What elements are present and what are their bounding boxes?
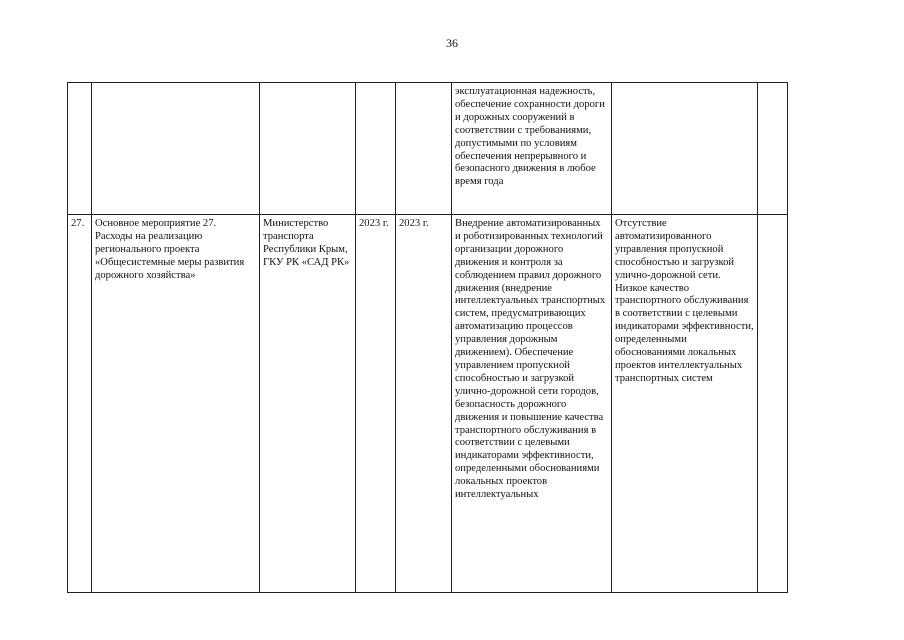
cell-indicator-link: [758, 215, 788, 593]
cell-start-year: [356, 83, 396, 215]
cell-end-year: [396, 83, 452, 215]
table-row-27: [68, 215, 788, 593]
cell-executor: [260, 83, 356, 215]
cell-end-year: [396, 215, 452, 593]
cell-start-year: [356, 215, 396, 593]
row-number: 27.: [71, 218, 85, 229]
cell-measure: [92, 215, 260, 593]
cell-number: [68, 215, 92, 593]
page-number: 36: [446, 36, 458, 50]
measure-text: Основное мероприятие 27. Расходы на реализацию регионального проекта «Общесистемные меры развития дорожного хозяйства»: [95, 218, 245, 281]
cell-indicator-link: [758, 83, 788, 215]
consequences-text: Отсутствие автоматизированного управления пропускной способностью и загрузкой улично-дорожной сети. Низкое качество транспортного обслуживания в соответствии с целевыми индикаторами эффективности, определенными обоснованиями локальных проектов интеллектуальных транспортных систем: [615, 218, 754, 384]
cell-result: [452, 83, 612, 215]
cell-measure: [92, 83, 260, 215]
result-text: эксплуатационная надежность, обеспечение сохранности дороги и дорожных сооружений в соответствии с требованиями, допустимыми по условиям обеспечения непрерывного и безопасного движения в любое время года: [455, 86, 605, 188]
cell-number: [68, 83, 92, 215]
end-year-text: 2023 г.: [399, 218, 429, 229]
start-year-text: 2023 г.: [359, 218, 389, 229]
cell-result: [452, 215, 612, 593]
cell-consequences: [612, 215, 758, 593]
cell-consequences: [612, 83, 758, 215]
program-measures-table: [67, 82, 788, 593]
result-text: Внедрение автоматизированных и роботизированных технологий организации дорожного движения и контроля за соблюдением правил дорожного движения (внедрение интеллектуальных транспортных систем, предусматривающих автоматизацию процессов управления дорожным движением). Обеспечение управлением пропускной способностью и загрузкой улично-дорожной сети городов, безопасность дорожного движения и повышение качества транспортного обслуживания в соответствии с целевыми индикаторами эффективности, определенными обоснованиями локальных проектов интеллектуальных: [455, 218, 606, 501]
executor-text: Министерство транспорта Республики Крым, ГКУ РК «САД РК»: [263, 218, 350, 268]
cell-executor: [260, 215, 356, 593]
table-row-continued: [68, 83, 788, 215]
